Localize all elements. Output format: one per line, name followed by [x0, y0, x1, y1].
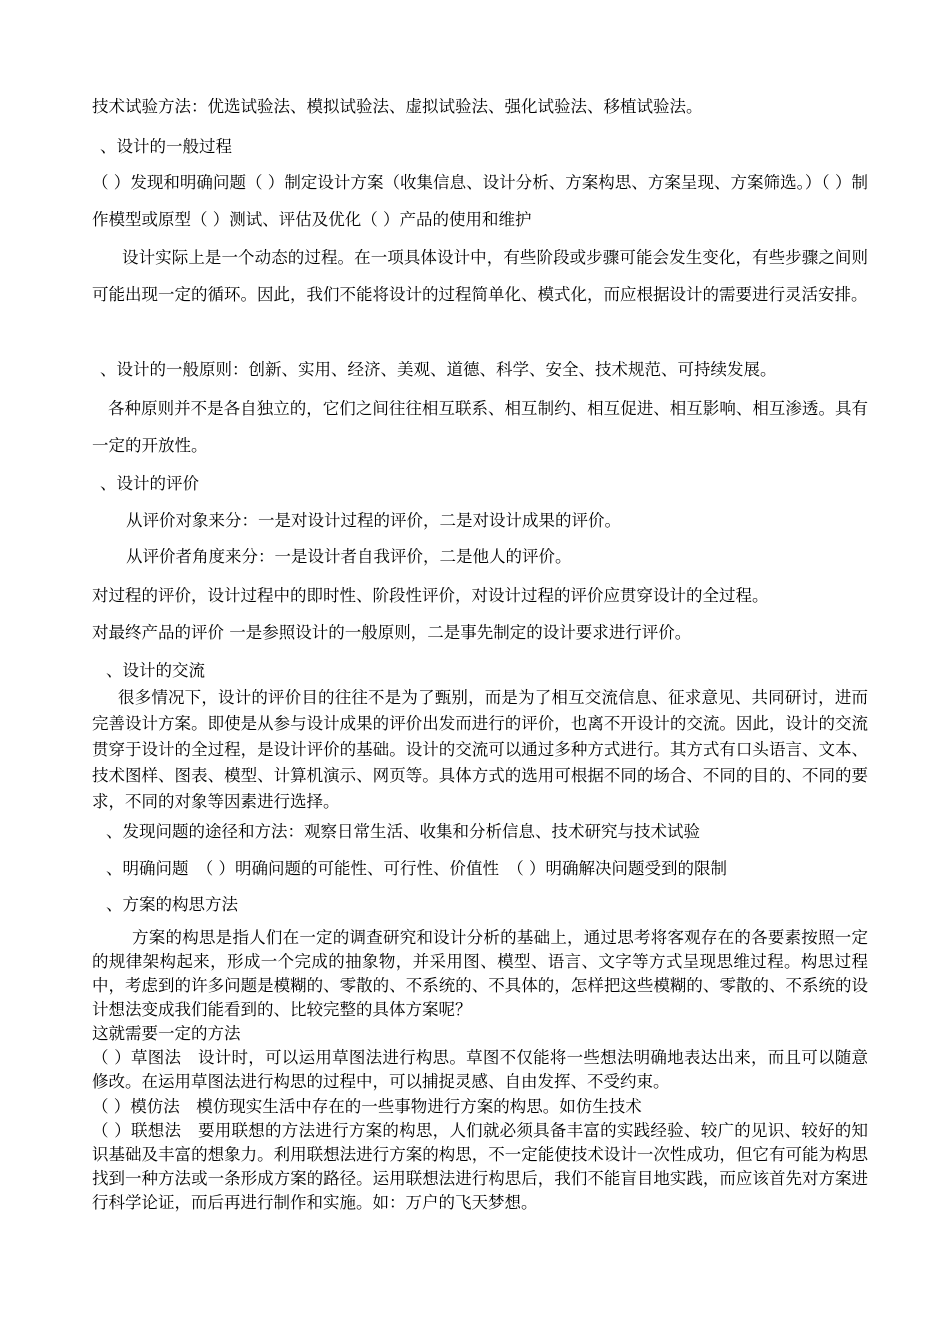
paragraph-eval-object: 从评价对象来分：一是对设计过程的评价，二是对设计成果的评价。	[126, 511, 621, 530]
paragraph-process-steps: （ ）发现和明确问题（ ）制定设计方案（收集信息、设计分析、方案构思、方案呈现、方案筛选。）（ ）制作模型或原型（ ）测试、评估及优化（ ）产品的使用和维护	[92, 173, 868, 229]
paragraph-sketch-method: （ ）草图法 设计时，可以运用草图法进行构思。草图不仅能将一些想法明确地表达出来，而且可以随意修改。在运用草图法进行构思的过程中，可以捕捉灵感、自由发挥、不受约束。	[92, 1048, 868, 1091]
paragraph-communication: 很多情况下，设计的评价目的往往不是为了甄别，而是为了相互交流信息、征求意见、共同研讨，进而完善设计方案。即使是从参与设计成果的评价出发而进行的评价，也离不开设计的交流。因此，设计的交流贯穿于设计的全过程，是设计评价的基础。设计的交流可以通过多种方式进行。其方式有口头语言、文本、技术图样、图表、模型、计算机演示、网页等。具体方式的选用可根据不同的场合、不同的目的、不同的要求，不同的对象等因素进行选择。	[92, 688, 868, 811]
paragraph-find-problems: 、发现问题的途径和方法：观察日常生活、收集和分析信息、技术研究与技术试验	[106, 822, 700, 841]
heading-design-communication: 、设计的交流	[106, 661, 205, 680]
paragraph-need-method: 这就需要一定的方法	[92, 1024, 241, 1043]
paragraph-dynamic-process: 设计实际上是一个动态的过程。在一项具体设计中，有些阶段或步骤可能会发生变化，有些步骤之间则可能出现一定的循环。因此，我们不能将设计的过程简单化、模式化，而应根据设计的需要进行灵活安排。	[92, 248, 868, 304]
paragraph-eval-subject: 从评价者角度来分：一是设计者自我评价，二是他人的评价。	[126, 547, 572, 566]
heading-design-evaluation: 、设计的评价	[100, 474, 199, 493]
paragraph-product-eval: 对最终产品的评价 一是参照设计的一般原则，二是事先制定的设计要求进行评价。	[92, 623, 692, 642]
paragraph-ideation: 方案的构思是指人们在一定的调查研究和设计分析的基础上，通过思考将客观存在的各要素按照一定的规律架构起来，形成一个完成的抽象物，并采用图、模型、语言、文字等方式呈现思维过程。构思过程中，考虑到的许多问题是模糊的、零散的、不系统的、不具体的，怎样把这些模糊的、零散的、不系统的设计想法变成我们能看到的、比较完整的具体方案呢？	[92, 928, 868, 1019]
paragraph-process-eval: 对过程的评价，设计过程中的即时性、阶段性评价，对设计过程的评价应贯穿设计的全过程。	[92, 586, 769, 605]
paragraph-association-method: （ ）联想法 要用联想的方法进行方案的构思，人们就必须具备丰富的实践经验、较广的见识、较好的知识基础及丰富的想象力。利用联想法进行方案的构思，不一定能使技术设计一次性成功，但它有可能为构思找到一种方法或一条形成方案的路径。运用联想法进行构思后，我们不能盲目地实践，而应该首先对方案进行科学论证，而后再进行制作和实施。如：万户的飞天梦想。	[92, 1121, 868, 1212]
paragraph-design-principles: 、设计的一般原则：创新、实用、经济、美观、道德、科学、安全、技术规范、可持续发展。	[100, 360, 777, 379]
paragraph-test-methods: 技术试验方法：优选试验法、模拟试验法、虚拟试验法、强化试验法、移植试验法。	[92, 97, 703, 116]
paragraph-principles-relation: 各种原则并不是各自独立的，它们之间往往相互联系、相互制约、相互促进、相互影响、相互渗透。具有一定的开放性。	[92, 399, 868, 455]
paragraph-imitation-method: （ ）模仿法 模仿现实生活中存在的一些事物进行方案的构思。如仿生技术	[92, 1097, 642, 1116]
heading-ideation-methods: 、方案的构思方法	[106, 895, 238, 914]
heading-design-process: 、设计的一般过程	[100, 137, 232, 156]
paragraph-define-problems: 、明确问题 （ ）明确问题的可能性、可行性、价值性 （ ）明确解决问题受到的限制	[106, 859, 727, 878]
